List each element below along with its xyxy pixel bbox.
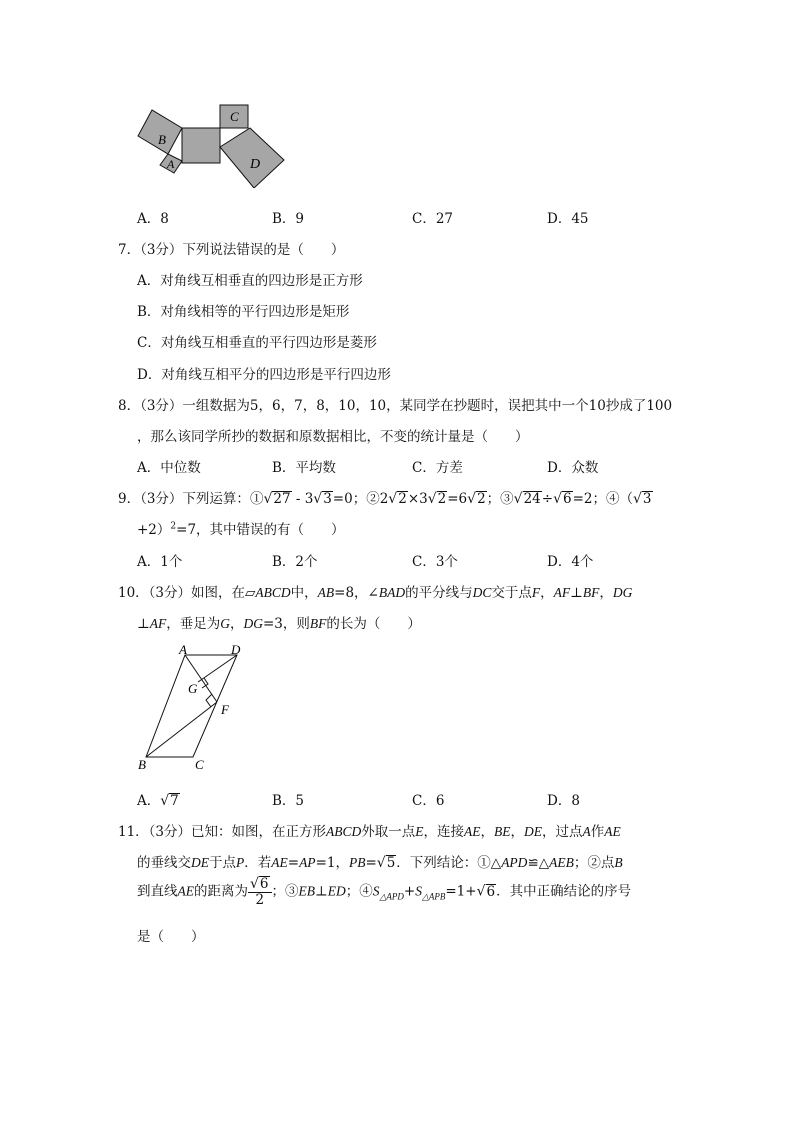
- sqrt-icon: √: [553, 491, 562, 507]
- q11-text: ，: [480, 824, 495, 840]
- q10-stem-line1: [118, 581, 632, 601]
- q11-text: =: [287, 855, 300, 871]
- q8-option-d: D．众数: [547, 460, 599, 476]
- q9-line2a: +2）: [137, 522, 171, 538]
- q11-stem-line1: [118, 820, 621, 840]
- fig-label-g: G: [188, 681, 198, 696]
- q11-text: ⊥: [315, 883, 328, 900]
- q9-rad4: 2: [437, 491, 447, 507]
- q10-var: DC: [472, 585, 492, 600]
- q11-var: DE: [524, 824, 543, 839]
- q11-text: +: [403, 883, 416, 900]
- q11-subscript: △APD: [379, 891, 404, 902]
- q10-option-d: D．8: [547, 793, 580, 809]
- q9-option-c: C．3个: [412, 554, 458, 570]
- label-c: C: [230, 109, 239, 124]
- sqrt-icon: √: [263, 491, 273, 507]
- q11-text: 11．（3分）已知：如图，在正方形: [118, 824, 327, 840]
- q9-p2e: =6: [447, 491, 468, 507]
- q9-p3a: ；③: [486, 491, 514, 507]
- q10-parallelogram-figure: [135, 642, 250, 774]
- q6-option-b: B．9: [272, 211, 305, 227]
- q10-text: 中，: [290, 585, 318, 601]
- right-angle-g: [202, 678, 208, 688]
- q11-text: 到直线: [137, 883, 178, 900]
- q9-p3c: ÷: [541, 491, 554, 507]
- q7-option-d: D．对角线互相平分的四边形是平行四边形: [137, 367, 391, 383]
- sqrt-icon: √: [633, 491, 642, 507]
- q11-var: P: [236, 855, 245, 870]
- q11-text: ；②点: [573, 855, 615, 871]
- q10-var: AF: [553, 585, 571, 600]
- q10-text: ，: [540, 585, 554, 601]
- label-d: D: [250, 157, 261, 172]
- q9-rad6: 24: [523, 491, 541, 507]
- q7-stem: 7．（3分）下列说法错误的是（ ）: [118, 242, 345, 258]
- q10-text: ，: [599, 585, 613, 601]
- q11-text: ；④: [345, 883, 373, 900]
- q8-option-a: A．中位数: [137, 460, 201, 476]
- q10-var: AF: [149, 616, 167, 631]
- q11-frac-num: 6: [259, 876, 269, 892]
- sqrt-icon: √: [313, 491, 323, 507]
- q11-text: ．若: [244, 855, 272, 871]
- q11-var: AE: [464, 824, 481, 839]
- q9-option-a: A．1个: [137, 554, 183, 570]
- q11-frac-den: 2: [255, 892, 265, 909]
- q11-text: ，: [510, 824, 525, 840]
- q8-option-b: B．平均数: [272, 460, 336, 476]
- fig-label-c: C: [195, 757, 204, 772]
- q9-rad5: 2: [477, 491, 486, 507]
- q9-rad8: 3: [642, 491, 652, 507]
- q10-option-a: [137, 789, 180, 809]
- q9-p2c: ×3: [407, 491, 428, 507]
- q10-var: BAD: [378, 585, 406, 600]
- q7-option-c: C．对角线互相垂直的平行四边形是菱形: [137, 335, 377, 351]
- q11-text: =1，: [315, 855, 349, 871]
- sqrt-icon: √: [427, 491, 437, 507]
- q11-fraction: [248, 876, 272, 908]
- q9-p1c: - 3: [291, 491, 314, 507]
- q10-text: 10．（3分）如图，在▱: [118, 585, 256, 601]
- q11-stem-line4: 是（ ）: [137, 929, 205, 945]
- q6-option-c: C．27: [412, 211, 454, 227]
- q8-stem-line2: ，那么该同学所抄的数据和原数据相比，不变的统计量是（ ）: [137, 429, 529, 445]
- q10-option-c: C．6: [412, 793, 445, 809]
- q11-text: 的垂线交: [137, 855, 191, 871]
- q10-var: AB: [317, 585, 335, 600]
- q9-stem-line1: [118, 487, 653, 507]
- q11-var: AEB: [549, 855, 574, 870]
- q10-var: F: [531, 585, 541, 600]
- label-b: B: [158, 132, 166, 147]
- q9-stem-line2: [137, 518, 345, 538]
- q10-stem-line2: [137, 612, 421, 632]
- q11-var: AP: [299, 855, 316, 870]
- q10-text: 的长为（ ）: [326, 616, 421, 632]
- q11-var: AE: [604, 824, 621, 839]
- q11-var: PB: [348, 855, 366, 870]
- q11-text: 的距离为: [194, 883, 248, 900]
- q11-text: ．其中正确结论的序号: [496, 883, 632, 900]
- q11-var: BE: [494, 824, 511, 839]
- q11-var: AE: [177, 883, 194, 899]
- q11-radicand: 5: [386, 855, 396, 871]
- q11-var: ED: [327, 883, 346, 899]
- sqrt-icon: √: [160, 793, 170, 809]
- q11-text: 作: [590, 824, 605, 840]
- q11-var: AE: [271, 855, 288, 870]
- q11-var: E: [415, 824, 424, 839]
- q11-stem-line3: [137, 876, 631, 908]
- fig-label-d: D: [231, 642, 241, 657]
- q11-var: S: [415, 883, 422, 899]
- q9-p2a: ②2: [366, 491, 389, 507]
- q9-rad3: 2: [398, 491, 407, 507]
- q11-var: ABCD: [326, 824, 362, 839]
- q6-squares-figure: [130, 98, 295, 188]
- q8-option-c: C．方差: [412, 460, 463, 476]
- q9-rad2: 3: [323, 491, 332, 507]
- q10-option-a-radicand: 7: [170, 793, 179, 809]
- q11-text: ．下列结论：①△: [396, 855, 502, 871]
- q10-var: ABCD: [255, 585, 291, 600]
- q8-stem-line1: 8．（3分）一组数据为5，6，7，8，10，10，某同学在抄题时，误把其中一个10抄成了100: [118, 398, 673, 414]
- q11-radicand: 6: [486, 883, 496, 900]
- sqrt-icon: √: [513, 491, 523, 507]
- center-square: [182, 128, 220, 163]
- q11-text: 于点: [209, 855, 236, 871]
- q10-option-b: B．5: [272, 793, 305, 809]
- q11-var: B: [614, 855, 623, 870]
- q9-rad1: 27: [273, 491, 291, 507]
- q7-option-a: A．对角线互相垂直的四边形是正方形: [137, 273, 363, 289]
- label-a: A: [167, 157, 175, 171]
- q11-stem-line2: [137, 851, 623, 871]
- q10-text: 交于点: [491, 585, 532, 601]
- q10-var: BF: [582, 585, 600, 600]
- q10-text: =3，则: [262, 616, 310, 632]
- q11-text: =1+: [445, 883, 477, 900]
- q9-p1a: ①: [249, 491, 264, 507]
- q11-var: S: [372, 883, 380, 899]
- q10-text: ，垂足为: [166, 616, 221, 632]
- q11-var: EB: [298, 883, 316, 899]
- sqrt-icon: √: [467, 491, 477, 507]
- q11-text: =: [365, 855, 377, 871]
- q9-prefix: 9．（3分）下列运算：: [118, 491, 250, 507]
- q10-text: =8，∠: [334, 585, 379, 601]
- q10-var: DG: [612, 585, 633, 600]
- q9-p1e: =0；: [332, 491, 367, 507]
- fig-label-a: A: [179, 642, 187, 657]
- q10-var: G: [220, 616, 230, 631]
- q11-text: ；③: [271, 883, 299, 900]
- q11-var: A: [582, 824, 591, 839]
- q11-var: APD: [501, 855, 528, 870]
- sqrt-icon: √: [388, 491, 398, 507]
- q11-var: DE: [191, 855, 209, 870]
- q9-exponent: 2: [170, 521, 177, 532]
- q6-option-d: D．45: [547, 211, 589, 227]
- sqrt-icon: √: [376, 855, 386, 871]
- right-angle-f: [206, 694, 212, 707]
- q9-rad7: 6: [563, 491, 572, 507]
- q11-text: ，过点: [542, 824, 583, 840]
- q6-option-a: A．8: [137, 211, 169, 227]
- q11-text: ，连接: [423, 824, 465, 840]
- q10-text: ⊥: [570, 585, 583, 601]
- q10-option-a-prefix: A．: [137, 793, 161, 809]
- q10-text: 的平分线与: [405, 585, 473, 601]
- sqrt-icon: √: [476, 883, 486, 900]
- sqrt-icon: √: [250, 876, 259, 892]
- q11-text: ≌△: [527, 855, 550, 871]
- q11-subscript: △APB: [421, 891, 446, 902]
- fig-label-f: F: [221, 702, 229, 717]
- q10-var: BF: [309, 616, 327, 631]
- q9-option-b: B．2个: [272, 554, 318, 570]
- q7-option-b: B．对角线相等的平行四边形是矩形: [137, 304, 350, 320]
- q10-var: DG: [243, 616, 263, 631]
- q10-text: ，: [229, 616, 244, 632]
- fig-label-b: B: [138, 757, 146, 772]
- q10-text: ⊥: [137, 616, 150, 632]
- q11-text: 外取一点: [361, 824, 416, 840]
- q9-option-d: D．4个: [547, 554, 594, 570]
- q9-line2b: =7，其中错误的有（ ）: [176, 522, 345, 538]
- q9-p3e: =2；④（: [572, 491, 633, 507]
